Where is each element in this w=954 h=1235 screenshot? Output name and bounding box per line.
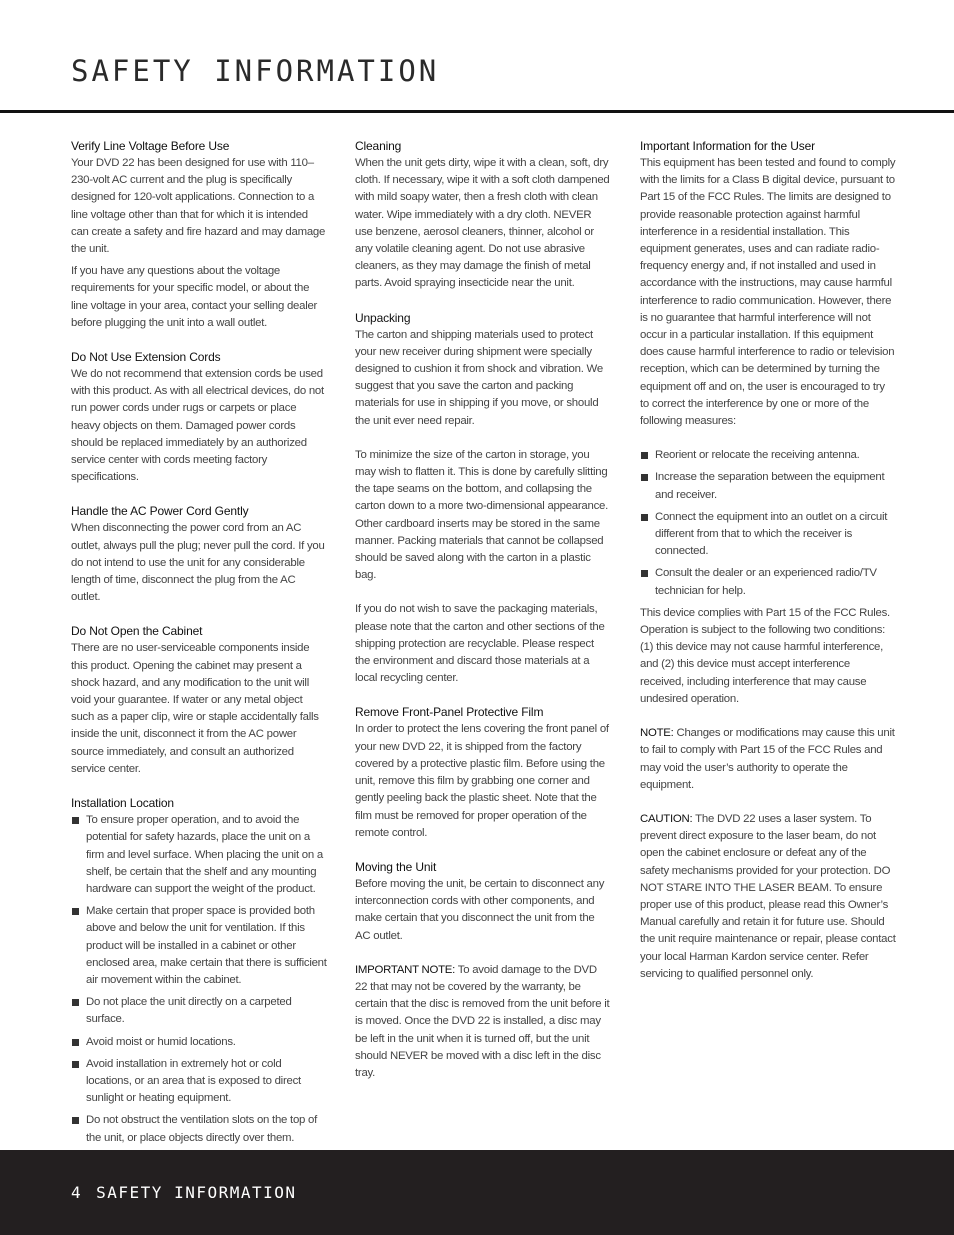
bullet-item: Do not place the unit directly on a carpeted surface. (71, 994, 327, 1028)
bullet-item: Connect the equipment into an outlet on a circuit different from that to which the receiver is connected. (640, 509, 896, 561)
bullet-item: Reorient or relocate the receiving antenna. (640, 447, 896, 464)
bullet-item: Avoid installation in extremely hot or cold locations, or an area that is exposed to direct sunlight or heating equipment. (71, 1056, 327, 1108)
section-heading: Handle the AC Power Cord Gently (71, 504, 249, 519)
paragraph: Your DVD 22 has been designed for use with 110–230-volt AC current and the plug is specifically designed for 120-volt applications. Connection to a line voltage other than that for which it is intended can create a safety and fire hazard and may damage the unit. (71, 157, 326, 256)
bullet-item: Consult the dealer or an experienced radio/TV technician for help. (640, 565, 896, 599)
bullet-list (71, 812, 327, 1147)
section-line-voltage (71, 138, 327, 332)
paragraph: When disconnecting the power cord from an AC outlet, always pull the plug; never pull the cord. If you do not intend to use the unit for any considerable length of time, disconnect the plug from the AC outlet. (71, 522, 325, 604)
section-power-cord (71, 503, 327, 606)
title-rule (0, 110, 954, 113)
section-heading: Do Not Open the Cabinet (71, 624, 203, 639)
section-cleaning (355, 138, 611, 293)
section-extension-cords (71, 349, 327, 486)
section-installation-location (71, 795, 327, 1147)
column-3 (640, 138, 896, 1000)
column-1 (71, 138, 327, 1164)
page-number: 4 (71, 1183, 83, 1202)
bullet-item: Avoid moist or humid locations. (71, 1034, 327, 1051)
page-title: SAFETY INFORMATION (71, 54, 440, 88)
paragraph: We do not recommend that extension cords be used with this product. As with all electrical devices, do not run power cords under rugs or carpets or place heavy objects on them. Damaged power cords should be replaced immediately by an authorized service center with cords meeting factory specifications. (71, 368, 324, 484)
section-fcc-information (640, 138, 896, 983)
caution-text: The DVD 22 uses a laser system. To prevent direct exposure to the laser beam, do not open the cabinet enclosure or defeat any of the safety mechanisms provided for your protection. DO NOT STARE INTO THE LASER BEAM. To ensure proper use of this product, please read this Owner’s Manual carefully and retain it for future use. Should the unit require maintenance or repair, please contact your local Harman Kardon service center. Refer servicing to qualified personnel only. (640, 812, 896, 980)
paragraph: There are no user-serviceable components inside this product. Opening the cabinet may present a shock hazard, and any modification to the unit will void your guarantee. If water or any metal object such as a paper clip, wire or staple accidentally falls inside the unit, disconnect it from the AC power source immediately, and consult an authorized service center. (71, 642, 319, 775)
section-unpacking (355, 310, 611, 688)
section-heading: Installation Location (71, 796, 174, 811)
section-heading: Moving the Unit (355, 859, 437, 874)
footer-section-title: SAFETY INFORMATION (96, 1183, 297, 1202)
section-heading: Unpacking (355, 310, 411, 325)
note-text: To avoid damage to the DVD 22 that may not be covered by the warranty, be certain that the disc is removed from the unit before it is moved. Once the DVD 22 is installed, a disc may be left in the unit when it is turned off, but the unit should NEVER be moved with a disc left in the disc tray. (355, 963, 610, 1079)
fcc-note (640, 725, 896, 794)
paragraph: To minimize the size of the carton in storage, you may wish to flatten it. This is done by carefully slitting the tape seams on the bottom, and collapsing the carton down to a more two-dimensional appearance. Other cardboard inserts may be stored in the same manner. Packing materials that cannot be collapsed should be saved along with the carton in a plastic bag. (355, 448, 609, 582)
bullet-item: Do not obstruct the ventilation slots on the top of the unit, or place objects directly over them. (71, 1112, 327, 1146)
bullet-item: Make certain that proper space is provided both above and below the unit for ventilation. If this product will be installed in a cabinet or other enclosed area, make certain that there is sufficient air movement within the cabinet. (71, 903, 327, 989)
section-moving (355, 859, 611, 1082)
bullet-item: To ensure proper operation, and to avoid the potential for safety hazards, place the unit on a firm and level surface. When placing the unit on a shelf, be certain that the shelf and any mounting hardware can support the weight of the product. (71, 812, 327, 898)
section-cabinet (71, 623, 327, 778)
paragraph: When the unit gets dirty, wipe it with a clean, soft, dry cloth. If necessary, wipe it with a soft cloth dampened with mild soapy water, then a fresh cloth with clean water. Wipe immediately with a dry cloth. NEVER use benzene, aerosol cleaners, thinner, alcohol or any volatile cleaning agent. Do not use abrasive cleaners, as they may damage the finish of metal parts. Avoid spraying insecticide near the unit. (355, 157, 610, 290)
section-heading: Remove Front-Panel Protective Film (355, 705, 544, 720)
caution-label: CAUTION: (640, 812, 693, 825)
paragraph: The carton and shipping materials used to protect your new receiver during shipment were specially designed to cushion it from shock and vibration. We suggest that you save the carton and packing materials for use in shipping if you move, or should the unit ever need repair. (355, 328, 603, 427)
section-heading: Do Not Use Extension Cords (71, 350, 221, 365)
note-text: Changes or modifications may cause this unit to fail to comply with Part 15 of the FCC Rules and may void the user’s authority to operate the equipment. (640, 727, 895, 791)
note-label: NOTE: (640, 727, 674, 740)
bullet-list (640, 447, 896, 600)
section-heading: Important Information for the User (640, 139, 815, 153)
paragraph: This equipment has been tested and found to comply with the limits for a Class B digital device, pursuant to Part 15 of the FCC Rules. The limits are designed to provide reasonable protection against harmful interference in a residential installation. This equipment generates, uses and can radiate radio-frequency energy and, if not installed and used in accordance with the instructions, may cause harmful interference to radio communication. However, there is no guarantee that harmful interference will not occur in a particular installation. If this equipment does cause harmful interference to radio or television reception, which can be determined by turning the equipment off and on, the user is encouraged to try to correct the interference by one or more of the following measures: (640, 157, 896, 428)
section-heading: Cleaning (355, 139, 402, 153)
column-2 (355, 138, 611, 1099)
section-heading: Verify Line Voltage Before Use (71, 139, 230, 153)
paragraph: If you do not wish to save the packaging materials, please note that the carton and other sections of the shipping protection are recyclable. Please respect the environment and discard those materials at a local recycling center. (355, 603, 605, 685)
note-label: IMPORTANT NOTE: (355, 963, 456, 976)
paragraph: Before moving the unit, be certain to disconnect any interconnection cords with other components, and make certain that you disconnect the unit from the AC outlet. (355, 877, 605, 942)
important-note (355, 962, 611, 1082)
paragraph: In order to protect the lens covering the front panel of your new DVD 22, it is shipped from the factory covered by a protective plastic film. Before using the unit, remove this film by grabbing one corner and gently peeling back the plastic sheet. Note that the film must be removed for proper operation of the remote control. (355, 723, 609, 839)
laser-caution (640, 811, 896, 983)
footer-text (71, 1183, 297, 1202)
section-protective-film (355, 704, 611, 841)
paragraph: If you have any questions about the voltage requirements for your specific model, or about the line voltage in your area, contact your selling dealer before plugging the unit into a wall outlet. (71, 265, 318, 329)
bullet-item: Increase the separation between the equipment and receiver. (640, 469, 896, 503)
paragraph: This device complies with Part 15 of the FCC Rules. Operation is subject to the following two conditions: (1) this device may not cause harmful interference, and (2) this device must accept interference received, including interference that may cause undesired operation. (640, 606, 890, 705)
